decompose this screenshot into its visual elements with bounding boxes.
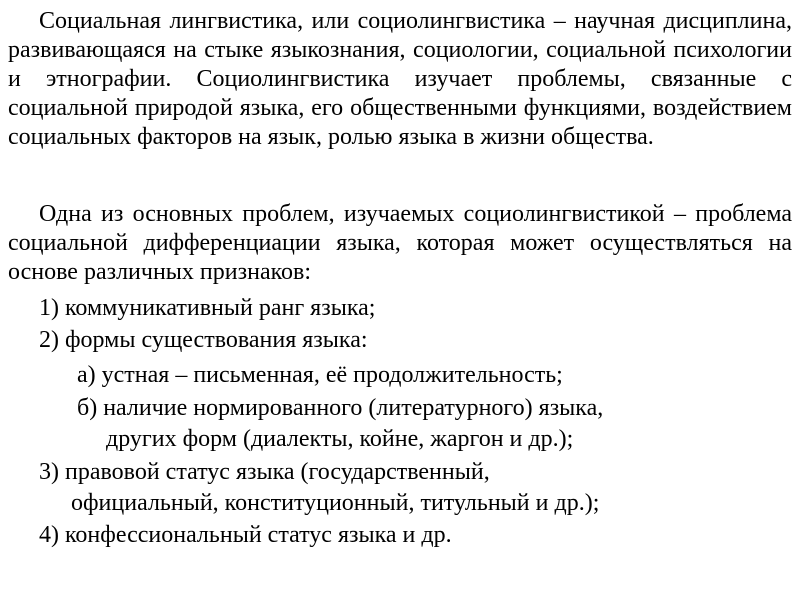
list-subitem-normative-language: б) наличие нормированного (литературного) языка, — [77, 395, 604, 421]
list-subitem-oral-written: а) устная – письменная, её продолжительность; — [77, 362, 563, 388]
list-item-legal-status: 3) правовой статус языка (государственный, — [39, 459, 490, 485]
list-item-legal-status-continued: официальный, конституционный, титульный и др.); — [71, 490, 600, 516]
list-item-communicative-rank: 1) коммуникативный ранг языка; — [39, 295, 376, 321]
paragraph-problem: Одна из основных проблем, изучаемых социолингвистикой – проблема социальной дифференциации языка, которая может осуществляться на основе различных признаков: — [8, 201, 792, 285]
paragraph-definition: Социальная лингвистика, или социолингвистика – научная дисциплина, развивающаяся на стыке языкознания, социологии, социальной психологии и этнографии. Социолингвистика изучает проблемы, связанные с социальной природой языка, его общественными функциями, воздействием социальных факторов на язык, ролью языка в жизни общества. — [8, 8, 792, 150]
list-subitem-other-forms: других форм (диалекты, койне, жаргон и др.); — [106, 426, 574, 452]
list-item-confessional-status: 4) конфессиональный статус языка и др. — [39, 522, 452, 548]
list-item-forms-of-existence: 2) формы существования языка: — [39, 327, 368, 353]
